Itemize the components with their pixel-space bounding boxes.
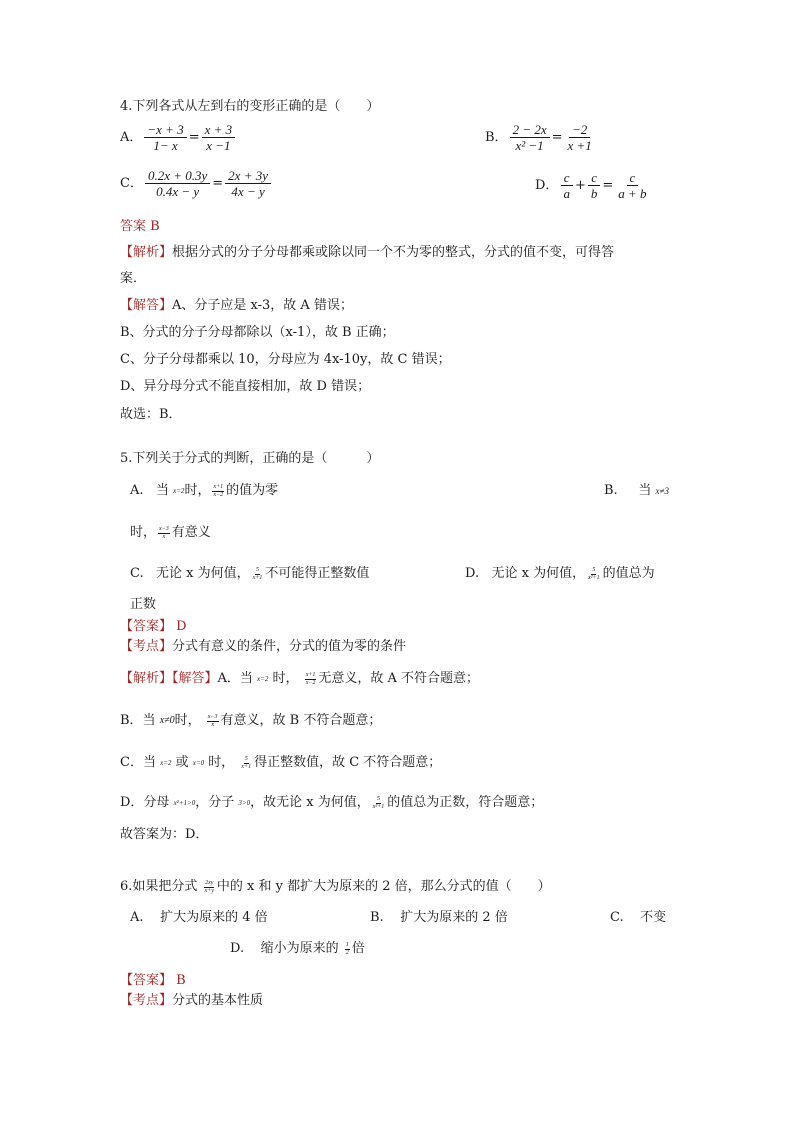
- kaodian-tag: 【考点】: [120, 993, 173, 1008]
- fraction: $\frac{5}{\text{x²+1}}$: [588, 566, 600, 581]
- q4-answer: 答案 B: [120, 219, 160, 234]
- fraction: $\frac{0.2x + 0.3y}{0.4x - y}$: [145, 168, 210, 199]
- q5-solution-b: B．当 x≠0 时， $\frac{x-3}{x}$ 有意义，故 B 不符合题意；: [120, 713, 382, 728]
- option-label: B.: [604, 483, 618, 498]
- q5-option-d-cont: 正数: [130, 597, 157, 612]
- fraction: $\frac{1}{2}$: [345, 941, 349, 956]
- option-label: C.: [610, 910, 624, 925]
- fraction: $\frac{x-3}{x}$: [159, 525, 169, 540]
- q4-option-b: B． $\frac{2 - 2x}{\text{x² −1}}$ = $\frac{-2}{x +1}$: [485, 122, 597, 153]
- fraction: $\frac{c}{a}$: [560, 170, 573, 201]
- kaodian-tag: 【考点】: [120, 639, 173, 654]
- option-label: B.: [370, 910, 384, 925]
- q4-solution-d: D、异分母分式不能直接相加，故 D 错误；: [120, 379, 371, 394]
- q6-option-a: A. 扩大为原来的 4 倍: [130, 910, 268, 925]
- q4-final: 故选：B．: [120, 407, 182, 422]
- q6-option-c: C. 不变: [610, 910, 667, 925]
- fraction: $\frac{5}{x+1}$: [252, 566, 263, 581]
- q5-solution-a: 【解析】【解答】 A．当 x=2 时， $\frac{x+1}{x-2}$ 无意义，故 A 不符合题意；: [120, 671, 480, 686]
- option-label: B．: [485, 129, 508, 145]
- q4-option-d: D． $\frac{c}{a}$ + $\frac{c}{b}$ = $\frac{c}{a + b}$: [535, 170, 652, 201]
- q4-stem: 4.下列各式从左到右的变形正确的是（ ）: [120, 99, 380, 114]
- q6-answer: 【答案】 B: [120, 973, 186, 988]
- fraction: $\frac{2xy}{x+y}$: [204, 879, 214, 894]
- fraction: $\frac{x+1}{x-2}$: [213, 483, 224, 498]
- answer-tag: 【答案】: [120, 619, 173, 634]
- fraction: $\frac{c}{b}$: [588, 170, 601, 201]
- q5-solution-c: C．当 x=2 或 x=0 时， $\frac{5}{x+1}$ 得正整数值，故 C 不符合题意；: [120, 755, 442, 770]
- option-label: D．: [535, 177, 559, 193]
- analysis-tag: 【解析】: [120, 245, 173, 260]
- q4-solution-b: B、分式的分子分母都除以（x-1），故 B 正确；: [120, 325, 395, 340]
- fraction: $\frac{x + 3}{x -1}$: [202, 122, 236, 153]
- option-label: A.: [130, 483, 144, 498]
- option-label: C．: [120, 175, 143, 191]
- q4-option-a: A． $\frac{-x + 3}{1- x}$ = $\frac{x + 3}{x -1}$: [120, 122, 237, 153]
- q5-option-d: D. 无论 x 为何值， $\frac{5}{\text{x²+1}}$ 的值总为: [465, 566, 655, 581]
- q5-option-b-cont: 时， $\frac{x-3}{x}$ 有意义: [130, 525, 211, 540]
- option-label: D.: [465, 566, 480, 581]
- q5-option-a: A. 当 x=2 时， $\frac{x+1}{x-2}$ 的值为零: [130, 483, 279, 498]
- q5-solution-d: D．分母 x²+1>0 ，分子 3>0 ，故无论 x 为何值， $\frac{5}{\text{x²+1}}$ 的值总为正数，符合题意；: [120, 795, 544, 810]
- q4-solution-c: C、分子分母都乘以 10，分母应为 4x-10y，故 C 错误；: [120, 352, 451, 367]
- q5-kaodian: 【考点】分式有意义的条件，分式的值为零的条件: [120, 639, 407, 654]
- fraction: $\frac{x+1}{x-2}$: [305, 671, 316, 686]
- q4-analysis: 【解析】根据分式的分子分母都乘或除以同一个不为零的整式，分式的值不变，可得答: [120, 245, 615, 260]
- fraction: $\frac{c}{a + b}$: [618, 170, 647, 201]
- option-label: A.: [130, 910, 144, 925]
- fraction: $\frac{x-3}{x}$: [207, 713, 218, 728]
- q5-option-b: B. 当 x≠3: [604, 483, 669, 498]
- q5-answer: 【答案】 D: [120, 619, 187, 634]
- fraction: $\frac{5}{\text{x²+1}}$: [372, 795, 385, 810]
- q4-option-c: C． $\frac{0.2x + 0.3y}{0.4x - y}$ = $\frac{2x + 3y}{4x - y}$: [120, 168, 273, 199]
- fraction: $\frac{-2}{x +1}$: [567, 122, 592, 153]
- fraction: $\frac{2x + 3y}{4x - y}$: [225, 168, 271, 199]
- option-label: A．: [120, 129, 143, 145]
- answer-tag: 【答案】: [120, 973, 173, 988]
- option-label: C.: [130, 566, 144, 581]
- solution-tag: 【解答】: [120, 298, 173, 313]
- q5-final: 故答案为：D．: [120, 827, 209, 842]
- q5-option-c: C. 无论 x 为何值， $\frac{5}{x+1}$ 不可能得正整数值: [130, 566, 370, 581]
- q6-stem: 6.如果把分式 $\frac{2xy}{x+y}$ 中的 x 和 y 都扩大为原来的 2 倍，那么分式的值（ ）: [120, 879, 551, 894]
- q6-option-b: B. 扩大为原来的 2 倍: [370, 910, 508, 925]
- q5-stem: 5.下列关于分式的判断，正确的是（ ）: [120, 451, 380, 466]
- q6-kaodian: 【考点】分式的基本性质: [120, 993, 264, 1008]
- fraction: $\frac{2 - 2x}{\text{x² −1}}$: [510, 122, 550, 153]
- option-label: D.: [230, 941, 245, 956]
- solution-tag: 【解析】【解答】: [120, 671, 218, 686]
- fraction: $\frac{5}{x+1}$: [241, 755, 252, 770]
- q4-analysis-cont: 案．: [120, 271, 147, 286]
- q6-option-d: D. 缩小为原来的 $\frac{1}{2}$ 倍: [230, 941, 365, 956]
- q4-solution-a: 【解答】A、分子应是 x-3，故 A 错误；: [120, 298, 353, 313]
- fraction: $\frac{-x + 3}{1- x}$: [144, 122, 186, 153]
